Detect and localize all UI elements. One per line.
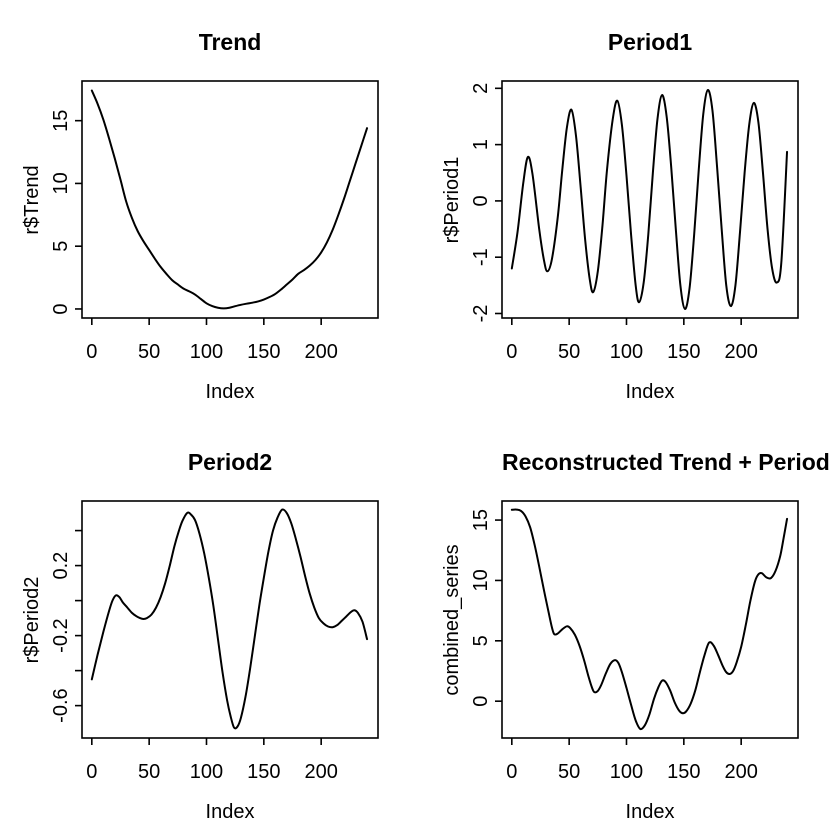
plot-area-reconstructed <box>420 420 840 840</box>
x-tick-label: 150 <box>667 341 701 363</box>
x-tick-label: 150 <box>247 341 281 363</box>
plot-area-period1 <box>420 0 840 420</box>
reconstructed-series-line <box>512 510 787 730</box>
x-tick-label: 200 <box>304 341 338 363</box>
x-tick-label: 50 <box>138 761 161 783</box>
x-tick-label: 50 <box>138 341 161 363</box>
panel-title: Reconstructed Trend + Period <box>502 449 830 475</box>
y-tick-label: -1 <box>470 248 492 267</box>
panel-title: Period1 <box>607 29 693 55</box>
panel-title: Period2 <box>187 449 273 475</box>
y-axis-label: r$Trend <box>21 165 43 235</box>
x-tick-label: 0 <box>506 341 518 363</box>
y-axis-label: r$Period1 <box>441 156 463 244</box>
x-tick-label: 150 <box>667 761 701 783</box>
x-tick-label: 0 <box>506 761 518 783</box>
x-tick-label: 100 <box>189 341 224 363</box>
panel-title: Trend <box>198 29 262 55</box>
y-tick-label: 15 <box>50 109 72 132</box>
x-axis-label: Index <box>205 381 255 403</box>
y-tick-label: 15 <box>470 508 492 532</box>
plot-box <box>502 501 798 738</box>
y-tick-label: 5 <box>470 635 492 647</box>
y-tick-label: 0 <box>50 303 72 315</box>
x-tick-label: 0 <box>86 341 98 363</box>
y-tick-label: 10 <box>470 569 492 592</box>
panel-period2 <box>0 420 420 840</box>
panel-reconstructed <box>420 420 840 840</box>
period1-series-line <box>512 90 787 309</box>
y-axis-label: r$Period2 <box>21 576 43 664</box>
plot-box <box>82 501 378 738</box>
y-tick-label: -0.6 <box>50 688 72 723</box>
y-tick-label: 0.2 <box>50 551 72 580</box>
x-tick-label: 100 <box>609 761 644 783</box>
x-tick-label: 200 <box>304 761 338 783</box>
panel-period1 <box>420 0 840 420</box>
y-axis-label: combined_series <box>441 544 463 696</box>
y-tick-label: 2 <box>470 82 492 94</box>
x-axis-label: Index <box>625 381 675 403</box>
x-tick-label: 200 <box>724 761 758 783</box>
panel-trend <box>0 0 420 420</box>
x-tick-label: 150 <box>247 761 281 783</box>
x-tick-label: 50 <box>558 341 581 363</box>
y-tick-label: 1 <box>470 139 492 151</box>
y-tick-label: 10 <box>50 172 72 195</box>
y-tick-label: -0.2 <box>50 618 72 653</box>
x-axis-label: Index <box>205 801 255 823</box>
x-tick-label: 200 <box>724 341 758 363</box>
y-tick-label: 0 <box>470 195 492 207</box>
plot-area-period2 <box>0 420 420 840</box>
y-tick-label: 0 <box>470 695 492 707</box>
trend-series-line <box>92 91 367 309</box>
x-tick-label: 50 <box>558 761 581 783</box>
plot-area-trend <box>0 0 420 420</box>
period2-series-line <box>92 509 367 728</box>
x-tick-label: 100 <box>609 341 644 363</box>
y-tick-label: 5 <box>50 240 72 252</box>
x-tick-label: 100 <box>189 761 224 783</box>
y-tick-label: -2 <box>470 304 492 323</box>
x-axis-label: Index <box>625 801 675 823</box>
x-tick-label: 0 <box>86 761 98 783</box>
